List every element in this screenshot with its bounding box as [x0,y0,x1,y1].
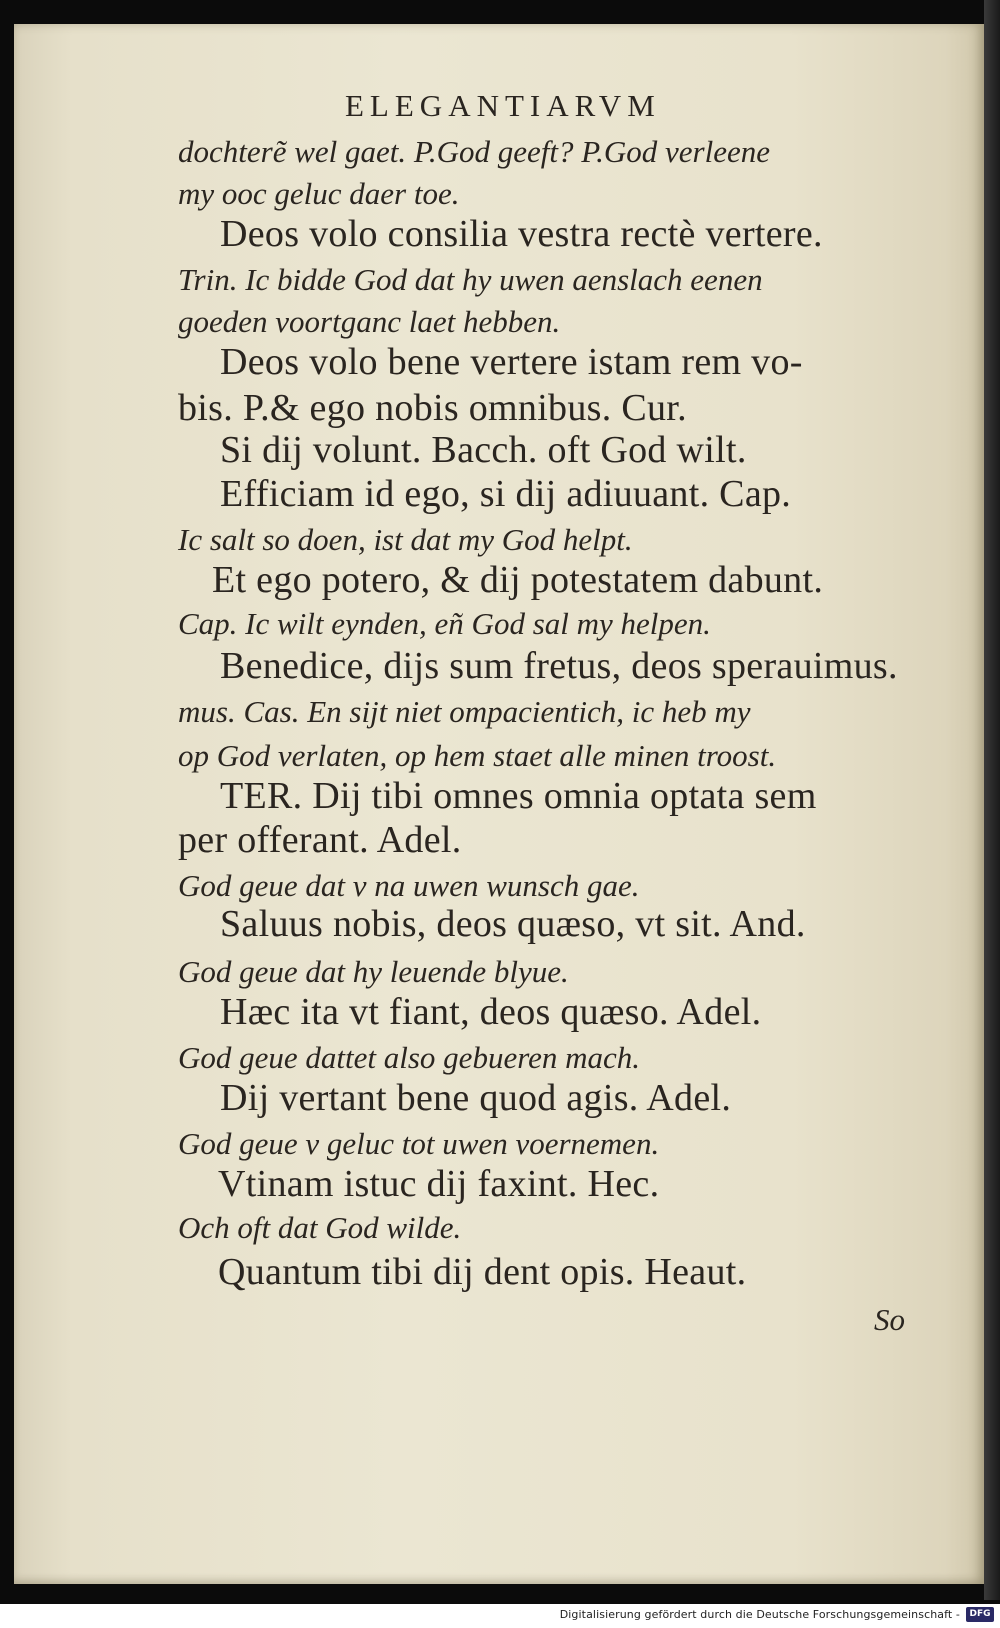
text-line: Ic salt so doen, ist dat my God helpt. [178,522,633,557]
text-line: dochterẽ wel gaet. P.God geeft? P.God verleene [178,134,770,169]
text-line: Och oft dat God wilde. [178,1210,462,1245]
text-line: Si dij volunt. Bacch. oft God wilt. [220,429,747,471]
text-line: God geue dat v na uwen wunsch gae. [178,868,640,903]
footer-credit: Digitalisierung gefördert durch die Deutsche Forschungsgemeinschaft - [559,1608,960,1621]
text-line: Trin. Ic bidde God dat hy uwen aenslach eenen [178,262,763,297]
text-line: Benedice, dijs sum fretus, deos sperauimus. [220,645,898,687]
text-line: Hæc ita vt fiant, deos quæso. Adel. [220,991,762,1033]
dfg-logo-icon: DFG [966,1607,994,1622]
text-line: God geue dat hy leuende blyue. [178,954,569,989]
text-line: Vtinam istuc dij faxint. Hec. [218,1163,660,1205]
text-line: op God verlaten, op hem staet alle minen troost. [178,738,777,773]
text-line: Cap. Ic wilt eynden, eñ God sal my helpen. [178,606,711,641]
text-line: goeden voortganc laet hebben. [178,304,561,339]
catchword: So [874,1302,905,1337]
text-line: Deos volo bene vertere istam rem vo- [220,341,803,383]
text-line: Saluus nobis, deos quæso, vt sit. And. [220,903,806,945]
text-line: Deos volo consilia vestra rectè vertere. [220,213,823,255]
text-line: Dij vertant bene quod agis. Adel. [220,1077,732,1119]
running-head: ELEGANTIARVM [345,88,661,123]
text-line: per offerant. Adel. [178,819,462,861]
text-line: mus. Cas. En sijt niet ompacientich, ic heb my [178,694,751,729]
text-line: bis. P.& ego nobis omnibus. Cur. [178,387,687,429]
text-line: TER. Dij tibi omnes omnia optata sem [220,775,817,817]
text-line: God geue v geluc tot uwen voernemen. [178,1126,660,1161]
text-line: Quantum tibi dij dent opis. Heaut. [218,1251,747,1293]
text-line: God geue dattet also gebueren mach. [178,1040,641,1075]
text-line: Et ego potero, & dij potestatem dabunt. [212,559,824,601]
text-line: my ooc geluc daer toe. [178,176,460,211]
text-line: Efficiam id ego, si dij adiuuant. Cap. [220,473,792,515]
